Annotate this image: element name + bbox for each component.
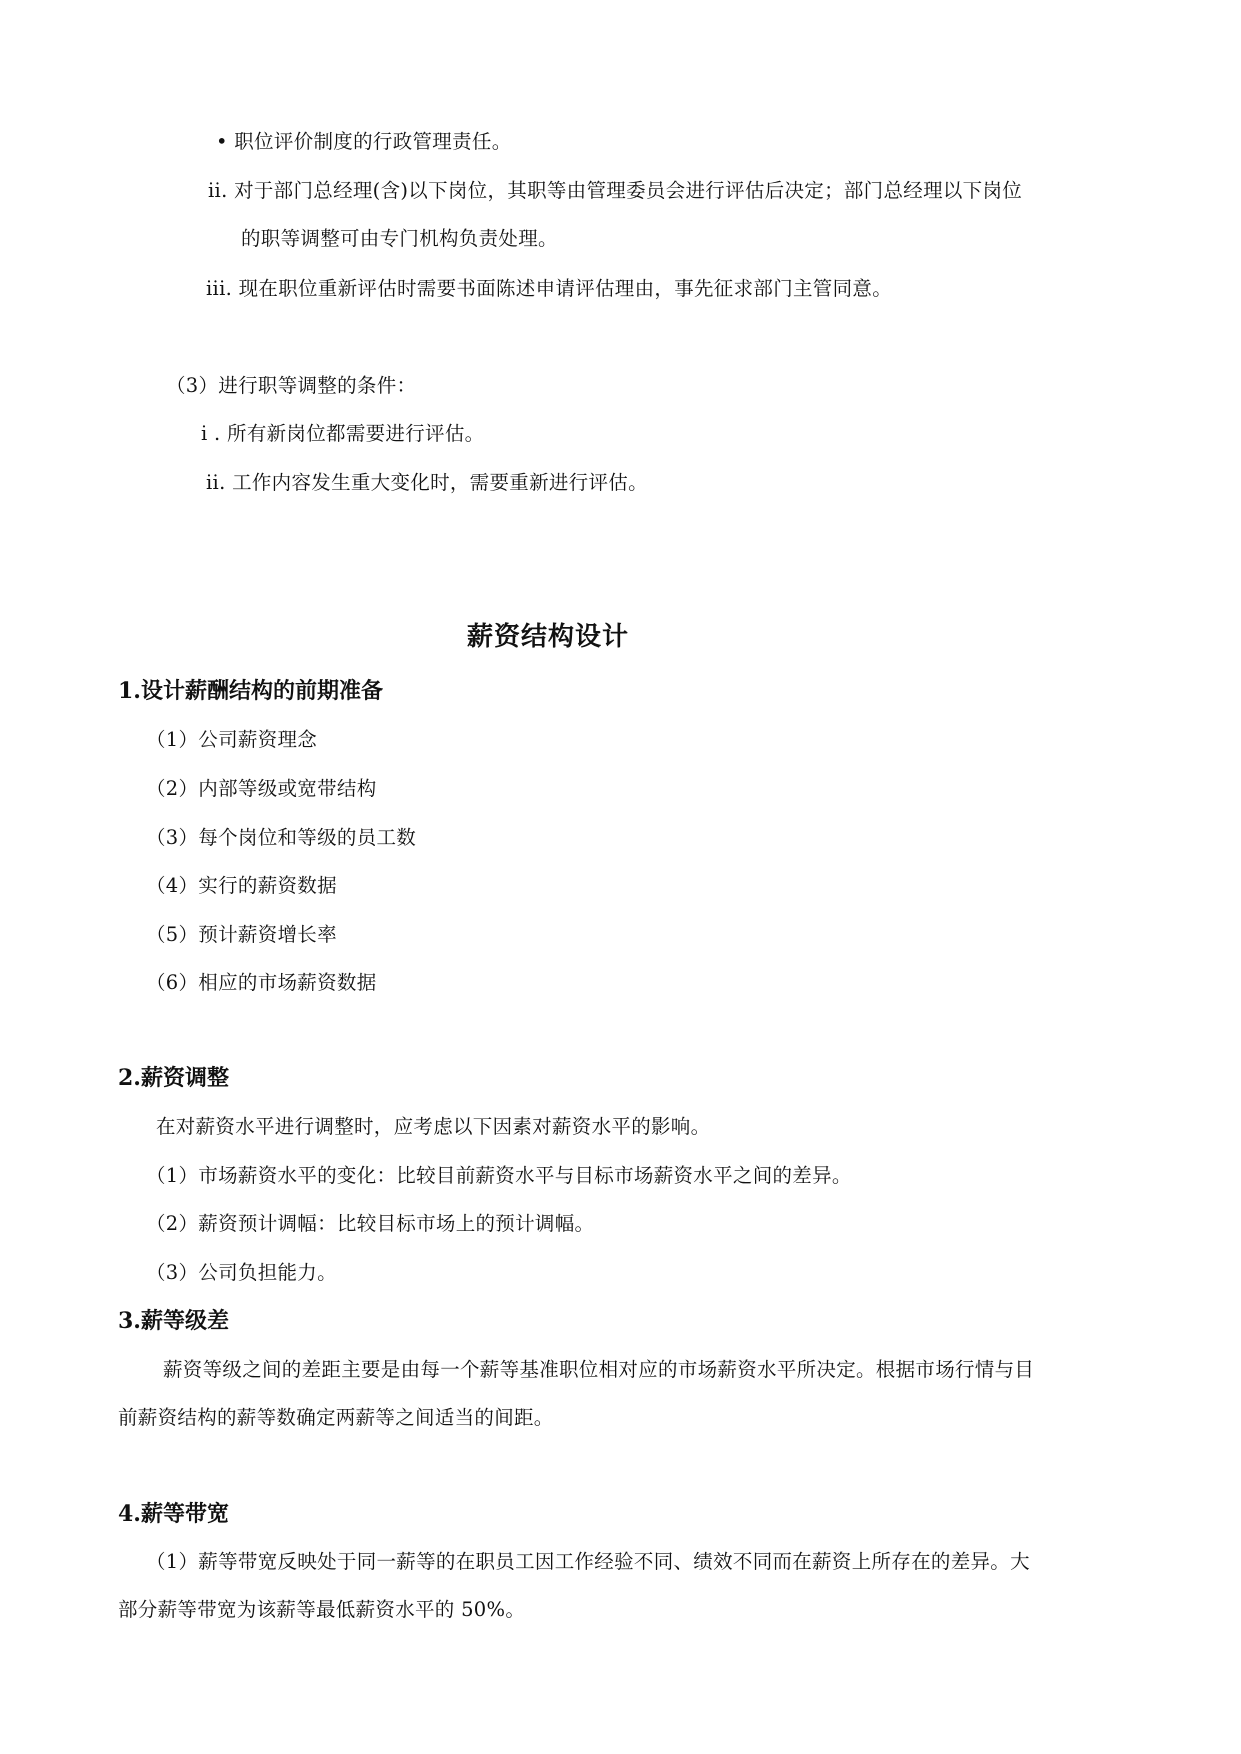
section-2-intro: 在对薪资水平进行调整时，应考虑以下因素对薪资水平的影响。	[156, 1115, 711, 1138]
list-item: （1）公司薪资理念	[146, 728, 318, 751]
bullet-item: • 职位评价制度的行政管理责任。	[216, 130, 512, 153]
item-ii-line1: ii. 对于部门总经理(含)以下岗位，其职等由管理委员会进行评估后决定；部门总经理以下岗位	[208, 179, 1023, 202]
list-item: （4）实行的薪资数据	[146, 874, 337, 897]
item-iii: iii. 现在职位重新评估时需要书面陈述申请评估理由，事先征求部门主管同意。	[206, 277, 893, 300]
list-item: （3）每个岗位和等级的员工数	[146, 826, 417, 849]
section-3-heading: 3.薪等级差	[118, 1308, 229, 1334]
list-item: （5）预计薪资增长率	[146, 923, 337, 946]
page-title: 薪资结构设计	[467, 622, 630, 652]
list-item: （3）公司负担能力。	[146, 1261, 337, 1284]
condition-i: i . 所有新岗位都需要进行评估。	[201, 422, 485, 445]
list-item: （1）市场薪资水平的变化：比较目前薪资水平与目标市场薪资水平之间的差异。	[146, 1164, 852, 1187]
section-3-paragraph-line2: 前薪资结构的薪等数确定两薪等之间适当的间距。	[118, 1406, 554, 1429]
list-item: （2）薪资预计调幅：比较目标市场上的预计调幅。	[146, 1212, 595, 1235]
section-4-paragraph-line2: 部分薪等带宽为该薪等最低薪资水平的 50%。	[118, 1598, 526, 1621]
section-3-paragraph-line1: 薪资等级之间的差距主要是由每一个薪等基准职位相对应的市场薪资水平所决定。根据市场行情与目	[163, 1358, 1035, 1381]
section-2-heading: 2.薪资调整	[118, 1065, 229, 1091]
condition-ii: ii. 工作内容发生重大变化时，需要重新进行评估。	[206, 471, 648, 494]
list-item: （2）内部等级或宽带结构	[146, 777, 377, 800]
section-1-heading: 1.设计薪酬结构的前期准备	[118, 678, 383, 704]
conditions-heading: （3）进行职等调整的条件：	[166, 374, 417, 397]
item-ii-line2: 的职等调整可由专门机构负责处理。	[241, 227, 558, 250]
section-4-paragraph-line1: （1）薪等带宽反映处于同一薪等的在职员工因工作经验不同、绩效不同而在薪资上所存在的差异。大	[146, 1550, 1030, 1573]
section-4-heading: 4.薪等带宽	[118, 1501, 229, 1527]
list-item: （6）相应的市场薪资数据	[146, 971, 377, 994]
